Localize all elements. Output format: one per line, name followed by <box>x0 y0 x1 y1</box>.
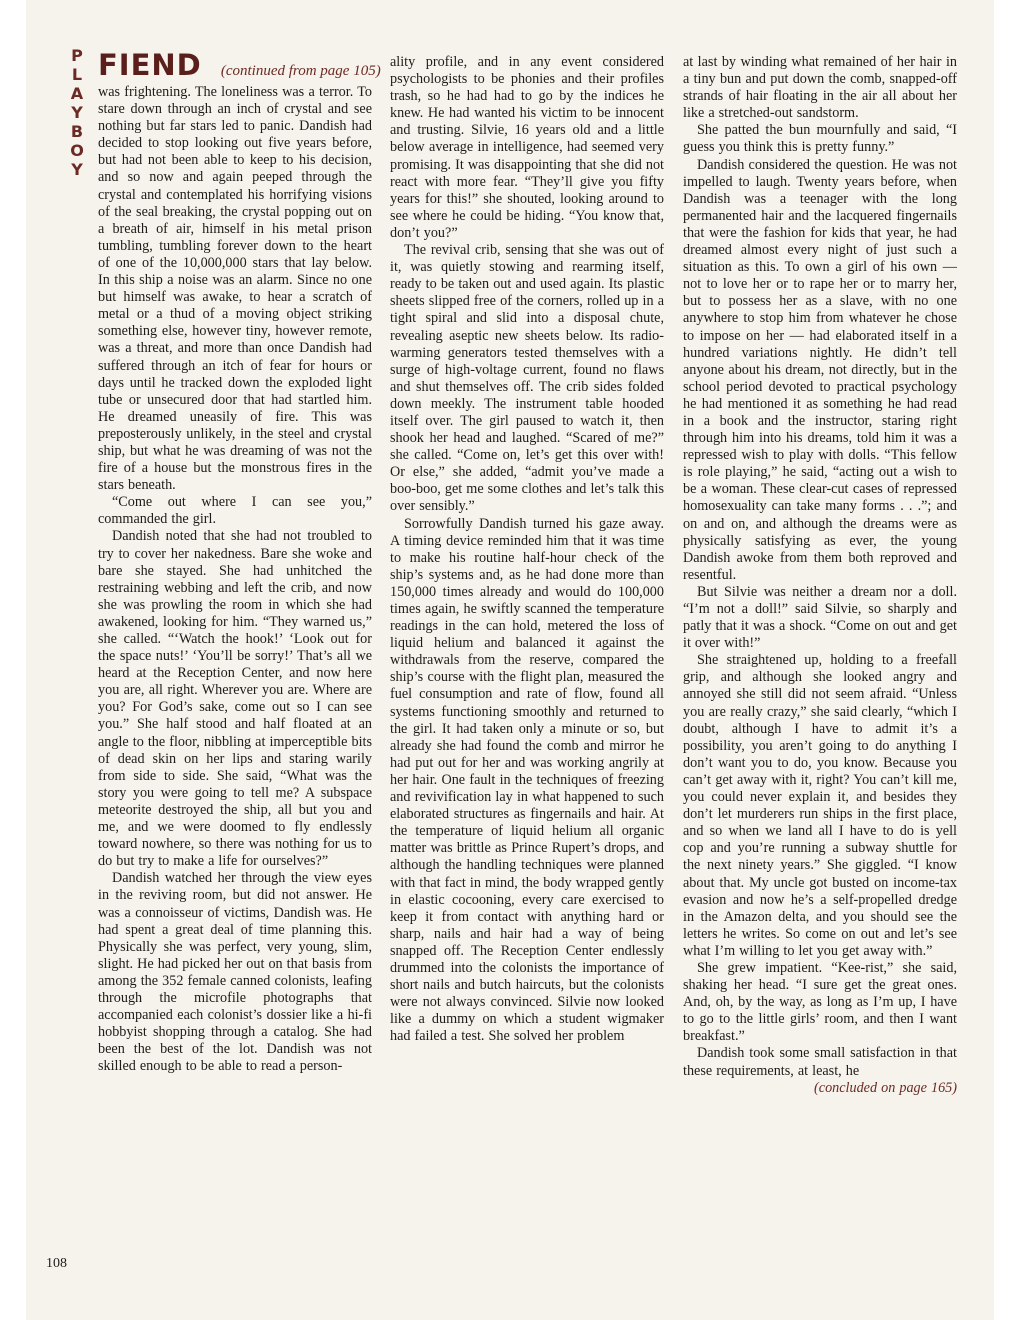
paragraph: at last by winding what remained of her hair in a tiny bun and put down the comb, snapped-off strands of hair floating in the air all about her like a stretched-out sandstorm. <box>683 54 957 122</box>
text-column-2 <box>390 54 664 1045</box>
playboy-sidebar-logo <box>64 46 90 179</box>
paragraph: She patted the bun mournfully and said, “I guess you think this is pretty funny.” <box>683 122 957 156</box>
text-column-1 <box>98 84 372 1075</box>
paragraph: Dandish noted that she had not troubled to try to cover her nakedness. Bare she woke and bare she stayed. She had unhitched the restraining webbing and left the crib, and now she was prowling the room in which she had awakened, looking for him. “They warned us,” she called. “‘Watch the hook!’ ‘Look out for the space nuts!’ ‘You’ll be sorry!’ That’s all we heard at the Reception Center, and now here you are, all right. Wherever you are. Where are you? For God’s sake, come out so I can see you.” She half stood and half floated at an angle to the floor, nibbling at imperceptible bits of dead skin on her lips and staring warily from side to side. She said, “What was the story you were going to tell me? A subspace meteorite destroyed the ship, all but you and me, and we were doomed to fly endlessly toward nowhere, so there was nothing for us to do but try to make a life for ourselves?” <box>98 528 373 870</box>
sidebar-letter: L <box>71 65 83 84</box>
paragraph: Sorrowfully Dandish turned his gaze away. A timing device reminded him that it was time to make his routine half-hour check of the ship’s systems and, as he had done more than 150,000 times already and would do 100,000 times again, he swiftly scanned the temperature readings in the can hold, metered the loss of liquid helium and balanced it against the withdrawals from the reserve, compared the ship’s course with the flight plan, measured the fuel consumption and rate of flow, found all systems functioning smoothly and returned to the girl. It had taken only a minute or so, but already she had found the comb and mirror he had put out for her and was working angrily at her hair. One fault in the techniques of freezing and revivification lay in what happened to such elaborated structures as fingernails and hair. At the temperature of liquid helium all organic matter was brittle as Prince Rupert’s drops, and although the handling techniques were planned with that fact in mind, the body wrapped gently in elastic cocooning, every care exercised to keep it from contact with anything hard or sharp, nails and hair had a way of being snapped off. The Reception Center endlessly drummed into the colonists the importance of short nails and butch haircuts, but the colonists were not always convinced. Silvie now looked like a dummy on which a student wigmaker had failed a test. She solved her problem <box>390 515 664 1045</box>
text-column-3 <box>683 54 957 1097</box>
paragraph: Dandish considered the question. He was not impelled to laugh. Twenty years before, when Dandish was a teenager with the long permanented hair and the lacquered fingernails that were the fashion for kids that year, he had dreamed almost every night of just such a situation as this. To own a girl of his own — not to love her or to rape her or to marry her, but to possess her as a slave, with no one anywhere to stop him from whatever he chose to impose on her — had elaborated itself in a hundred variations nightly. He didn’t tell anyone about his dream, not directly, but in the school period devoted to practical psychology he had mentioned it as something he had read in a book and the instructor, staring right through him into his dreams, told him it was a repressed wish to play with dolls. “This fellow is role playing,” he said, “acting out a wish to be a woman. These clear-cut cases of repressed homosexuality can take many forms . . .”; and on and on, and although the dreams were as physically satisfying as ever, the young Dandish awoke from them both reproved and resentful. <box>683 156 957 583</box>
sidebar-letter: Y <box>71 160 83 179</box>
sidebar-letter: Y <box>71 103 83 122</box>
paragraph: “Come out where I can see you,” commanded the girl. <box>98 494 372 528</box>
paragraph: was frightening. The loneliness was a terror. To stare down through an inch of crystal and see nothing but far stars led to panic. Dandish had decided to stop looking out five years before, but had not been able to keep to his decision, and so now and again peeped through the crystal and contemplated his horrifying visions of the seal breaking, the crystal popping out on a breath of air, himself in his metal prison tumbling, tumbling forever down to the heart of one of the 10,000,000 stars that lay below. In this ship a noise was an alarm. Since no one but himself was awake, to hear a scratch of metal or a thud of a moving object striking something else, however tiny, however remote, was a threat, and more than once Dandish had suffered through an itch of fear for hours or days until he tracked down the exploded light tube or unsecured door that had startled him. He dreamed uneasily of fire. This was preposterously unlikely, in the steel and crystal ship, but what he was dreaming of was not the fire of a house but the monstrous fires in the stars beneath. <box>98 84 372 494</box>
paragraph: ality profile, and in any event considered psychologists to be phonies and their profiles trash, so he had had to go by the indices he knew. He had wanted his victim to be innocent and trusting. Silvie, 16 years old and a little below average in intelligence, had seemed very promising. It was disappointing that she did not react with more fear. “They’ll give you fifty years for this!” she shouted, looking around to see where he could be hiding. “You know that, don’t you?” <box>390 54 664 241</box>
sidebar-letter: A <box>70 84 84 103</box>
sidebar-letter: B <box>70 122 84 141</box>
paragraph: She straightened up, holding to a freefall grip, and although she looked angry and annoyed she still did not seem afraid. “Unless you are really crazy,” she said clearly, “which I doubt, although I have to admit it’s a possibility, you aren’t going to do anything I don’t want you to do, you know. Because you can’t get away with it, right? You can’t kill me, you could never explain it, and besides they don’t let murderers run ships in the first place, and so when we land all I have to do is yell cop and you’re running a subway shuttle for the next ninety years.” She giggled. “I know about that. My uncle got busted on income-tax evasion and now he’s a self-propelled dredge in the Amazon delta, and you should see the letters he writes. So come on out and let’s see what I’m willing to let you get away with.” <box>683 652 957 959</box>
paragraph: But Silvie was neither a dream nor a doll. “I’m not a doll!” said Silvie, so sharply and patly that it was a shock. “Come on out and get it over with!” <box>683 583 957 652</box>
page-number: 108 <box>46 1256 67 1271</box>
sidebar-letter: O <box>70 141 84 160</box>
concluded-note: (concluded on page 165) <box>814 1079 957 1096</box>
sidebar-letter: P <box>71 46 83 65</box>
paragraph: Dandish watched her through the view eyes in the reviving room, but did not answer. He was a connoisseur of victims, Dandish was. He had spent a great deal of time planning this. Physically she was perfect, very young, slim, slight. He had picked her out on that basis from among the 352 female canned colonists, leafing through the microfile photographs that accompanied each colonist’s dossier like a hi-fi hobbyist shopping through a catalog. She had been the best of the lot. Dandish was not skilled enough to be able to read a person- <box>98 870 373 1075</box>
paragraph: The revival crib, sensing that she was out of it, was quietly stowing and rearming itself, ready to be taken out and used again. Its plastic sheets slipped free of the corners, rolled up in a tight spiral and slid into a disposal chute, revealing aseptic new sheets below. Its radio-warming generators tested themselves with a surge of high-voltage current, found no flaws and shut themselves off. The crib sides folded down meekly. The instrument table hooded itself over. The girl paused to watch it, then shook her head and laughed. “Scared of me?” she called. “Come on, let’s get this over with! Or else,” she added, “admit you’ve made a boo-boo, get me some clothes and let’s talk this over sensibly.” <box>390 242 664 515</box>
article-title: FIEND <box>98 48 202 82</box>
continued-note: (continued from page 105) <box>220 63 381 79</box>
paragraph: She grew impatient. “Kee-rist,” she said, shaking her head. “I sure get the great ones. And, oh, by the way, as long as I’m up, I have to go to the little girls’ room, and then I want breakfast.” <box>683 959 957 1045</box>
article-header <box>98 48 381 82</box>
paragraph: Dandish took some small satisfaction in that these requirements, at least, he <box>683 1045 957 1079</box>
